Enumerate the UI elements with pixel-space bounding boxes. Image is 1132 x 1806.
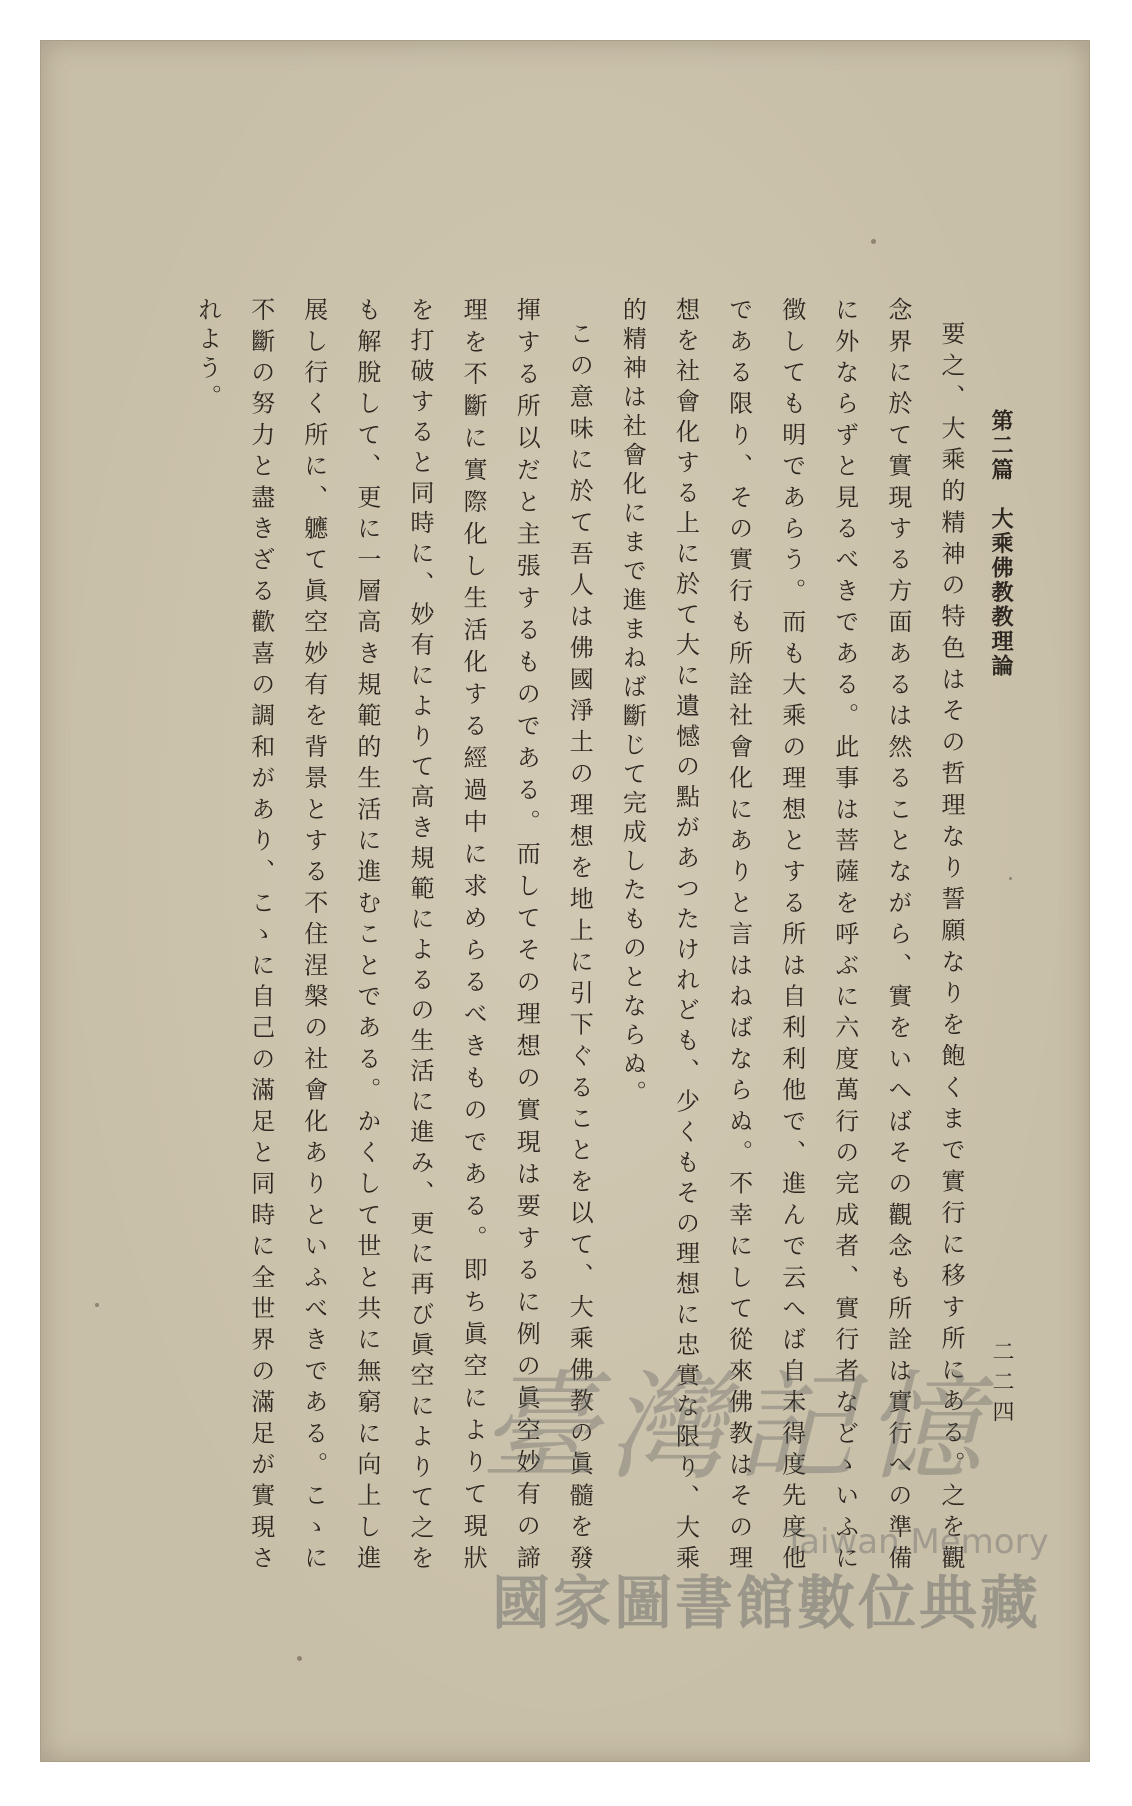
text-column: も解脫して、更に一層高き規範的生活に進むことである。かくして世と共に無窮に向上し進	[352, 297, 381, 1569]
watermark-latin: Taiwan Memory	[784, 1522, 1049, 1562]
text-column: 理を不斷に實際化し生活化する經過中に求めらるべきものである。即ち眞空によりて現狀	[459, 297, 488, 1569]
watermark-logo: 臺灣記憶	[480, 1358, 993, 1496]
text-column: を打破すると同時に、妙有によりて高き規範によるの生活に進み、更に再び眞空によりて之を	[406, 297, 434, 1569]
text-column: 的精神は社會化にまで進まねば斷じて完成したものとならぬ。	[618, 297, 647, 1109]
text-column: 想を社會化する上に於て大に遺憾の點があつたけれども、少くもその理想に忠實な限り、大乘	[671, 297, 700, 1569]
text-column: 不斷の努力と盡きざる歡喜の調和があり、こゝに自己の滿足と同時に全世界の滿足が實現さ	[246, 297, 275, 1569]
watermark-institution: 國家圖書館數位典藏	[492, 1569, 1042, 1637]
text-column: 念界に於て實現する方面あるは然ることながら、實をいへばその觀念も所詮は實行への準備	[883, 297, 912, 1569]
text-column: 展し行く所に、軈て眞空妙有を背景とする不住涅槃の社會化ありといふべきである。こゝに	[299, 297, 328, 1569]
text-column: 要之、大乘的精神の特色はその哲理なり誓願なりを飽くまで實行に移す所にある。之を觀	[937, 321, 965, 1569]
text-column: である限り、その實行も所詮社會化にありと言はねばならぬ。不幸にして從來佛教はその理	[724, 297, 753, 1569]
scan-speck	[95, 1303, 99, 1307]
text-column: れよう。	[193, 297, 222, 413]
text-column: この意味に於て吾人は佛國淨土の理想を地上に引下ぐることを以て、大乘佛教の眞髓を發	[565, 321, 594, 1569]
book-page	[40, 40, 1090, 1762]
text-column: 揮する所以だと主張するものである。而してその理想の實現は要するに例の眞空妙有の諦	[512, 297, 541, 1569]
text-column: 徴しても明であらう。而も大乘の理想とする所は自利利他で、進んで云へば自未得度先度他	[777, 297, 806, 1569]
text-column: に外ならずと見るべきである。此事は菩薩を呼ぶに六度萬行の完成者、實行者などゝいふに	[830, 297, 859, 1569]
scan-speck	[871, 239, 876, 244]
scan-speck	[1009, 877, 1012, 880]
scan-speck	[297, 1656, 302, 1661]
page-number: 二二四	[989, 1340, 1014, 1430]
running-title: 第二篇 大乘佛教教理論	[988, 409, 1014, 679]
